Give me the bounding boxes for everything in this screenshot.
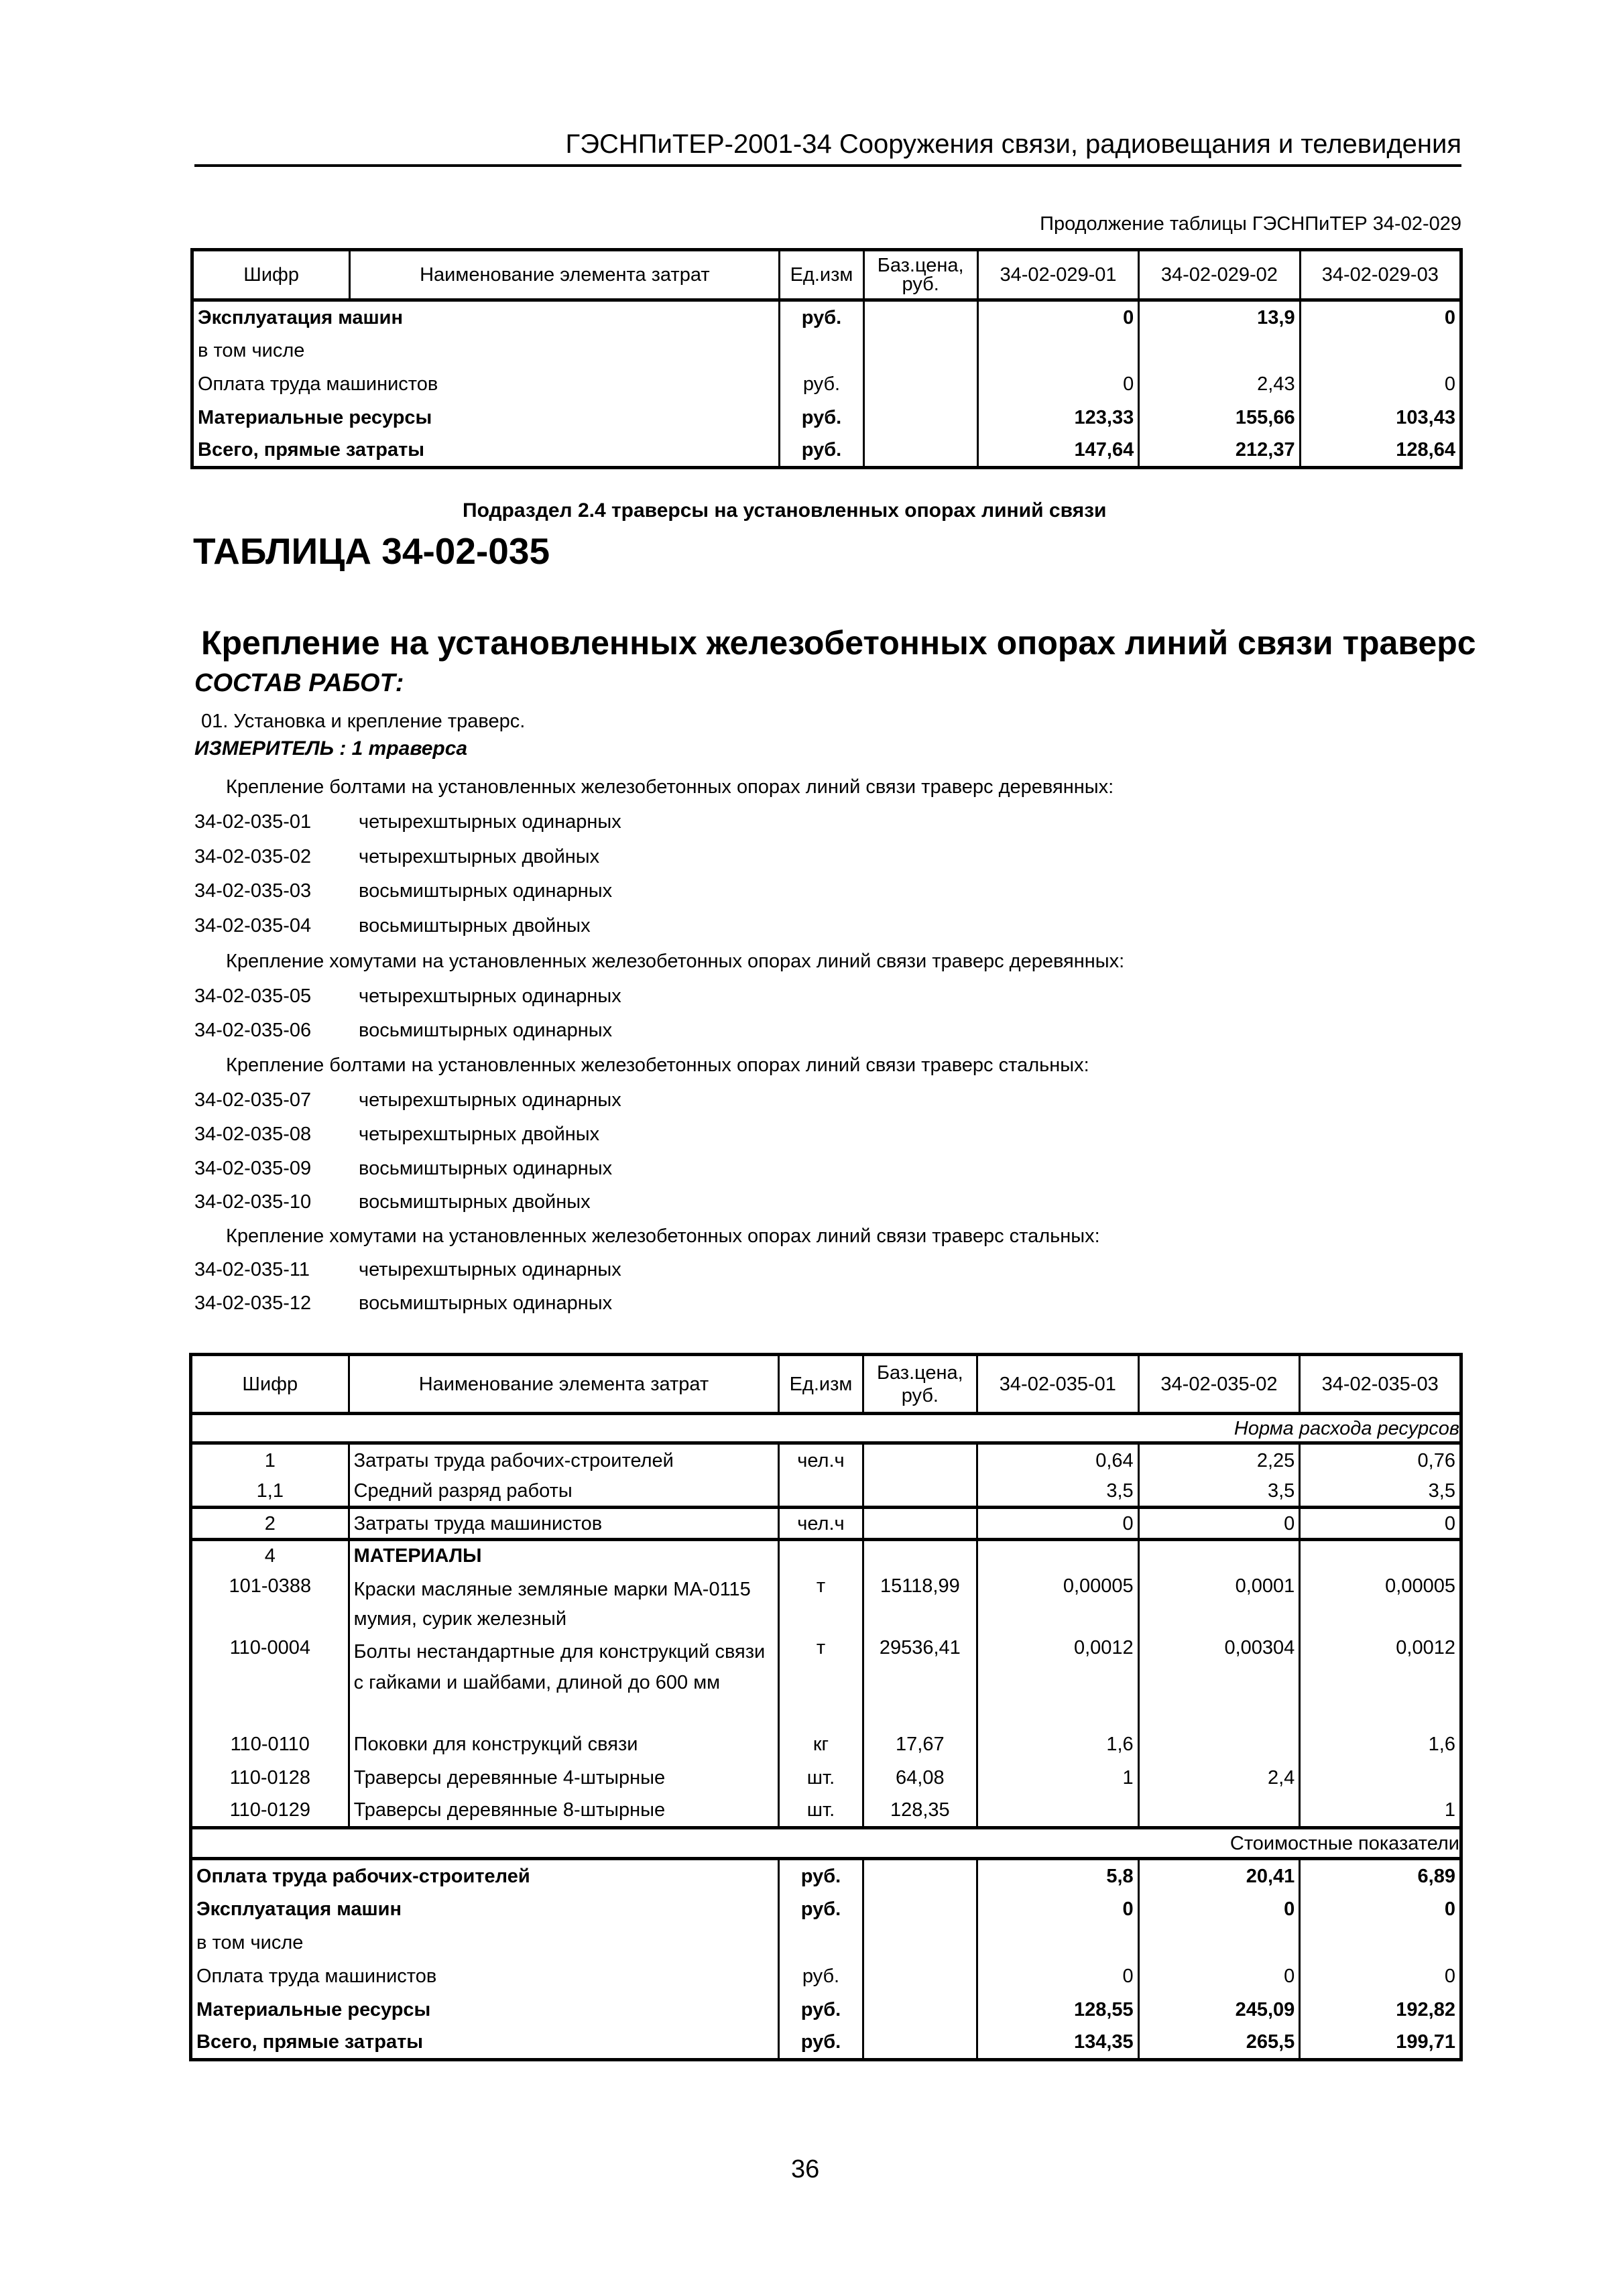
list-item: 34-02-035-07 четырехштырных одинарных bbox=[194, 1089, 621, 1111]
col-header-v1: 34-02-035-01 bbox=[977, 1355, 1139, 1414]
table-row: Материальные ресурсы руб. 128,55 245,09 192,82 bbox=[191, 1993, 1461, 2027]
page-number: 36 bbox=[791, 2155, 820, 2183]
list-item: 34-02-035-09 восьмиштырных одинарных bbox=[194, 1158, 613, 1179]
work-composition-label: СОСТАВ РАБОТ: bbox=[194, 669, 404, 697]
list-item: 34-02-035-03 восьмиштырных одинарных bbox=[194, 880, 613, 902]
col-header-v2: 34-02-035-02 bbox=[1138, 1355, 1300, 1414]
section-label-norms: Норма расхода ресурсов bbox=[1234, 1417, 1459, 1439]
list-item: 34-02-035-06 восьмиштырных одинарных bbox=[194, 1020, 613, 1041]
col-header-v2: 34-02-029-02 bbox=[1139, 250, 1300, 300]
col-header-name: Наименование элемента затрат bbox=[349, 1355, 779, 1414]
list-item: 34-02-035-08 четырехштырных двойных bbox=[194, 1124, 600, 1145]
table-row: 4 МАТЕРИАЛЫ bbox=[191, 1540, 1461, 1571]
col-header-v3: 34-02-035-03 bbox=[1300, 1355, 1461, 1414]
list-item: 34-02-035-02 четырехштырных двойных bbox=[194, 846, 600, 867]
table-row: 1,1 Средний разряд работы 3,5 3,5 3,5 bbox=[191, 1477, 1461, 1508]
table-34-02-029 bbox=[190, 248, 1463, 469]
work-item: 01. Установка и крепление траверс. bbox=[201, 711, 526, 732]
col-header-code: Шифр bbox=[242, 1373, 298, 1395]
table-row: Оплата труда машинистов руб. 0 2,43 0 bbox=[192, 367, 1461, 401]
table-row: Всего, прямые затраты руб. 147,64 212,37 128,64 bbox=[192, 434, 1461, 468]
list-item: 34-02-035-10 восьмиштырных двойных bbox=[194, 1191, 591, 1213]
group-title: Крепление хомутами на установленных железобетонных опорах линий связи траверс деревянных: bbox=[226, 951, 1125, 972]
table-row: 101-0388 Краски масляные земляные марки МА-0115 мумия, сурик железный т 15118,99 0,00005 0,0001 0,00005 bbox=[191, 1571, 1461, 1634]
table-row: 110-0128 Траверсы деревянные 4-штырные шт. 64,08 1 2,4 bbox=[191, 1761, 1461, 1795]
col-header-unit: Ед.изм bbox=[780, 250, 863, 300]
table-row: Эксплуатация машин руб. 0 0 0 bbox=[191, 1892, 1461, 1926]
list-item: 34-02-035-05 четырехштырных одинарных bbox=[194, 985, 621, 1007]
table-row: Оплата труда машинистов руб. 0 0 0 bbox=[191, 1959, 1461, 1993]
col-header-price: Баз.цена, руб. bbox=[863, 1355, 977, 1414]
col-header-name: Наименование элемента затрат bbox=[350, 250, 780, 300]
col-header-v1: 34-02-029-01 bbox=[977, 250, 1138, 300]
header-rule bbox=[194, 164, 1461, 167]
running-header: ГЭСНПиТЕР-2001-34 Сооружения связи, радиовещания и телевидения bbox=[565, 129, 1461, 159]
table-row: 1 Затраты труда рабочих-строителей чел.ч 0,64 2,25 0,76 bbox=[191, 1443, 1461, 1477]
subsection-heading: Подраздел 2.4 траверсы на установленных опорах линий связи bbox=[463, 499, 1107, 522]
meter-label: ИЗМЕРИТЕЛЬ : 1 траверса bbox=[194, 737, 468, 760]
list-item: 34-02-035-01 четырехштырных одинарных bbox=[194, 811, 621, 833]
group-title: Крепление хомутами на установленных железобетонных опорах линий связи траверс стальных: bbox=[226, 1225, 1100, 1247]
table-row: в том числе bbox=[191, 1926, 1461, 1959]
col-header-code: Шифр bbox=[243, 264, 300, 286]
table-row: Эксплуатация машин руб. 0 13,9 0 bbox=[192, 300, 1461, 334]
group-title: Крепление болтами на установленных железобетонных опорах линий связи траверс деревянных: bbox=[226, 776, 1114, 798]
table-row: 110-0110 Поковки для конструкций связи кг 17,67 1,6 1,6 bbox=[191, 1728, 1461, 1761]
table-34-02-035 bbox=[189, 1353, 1463, 2061]
col-header-unit: Ед.изм bbox=[779, 1355, 863, 1414]
list-item: 34-02-035-04 восьмиштырных двойных bbox=[194, 915, 591, 936]
table-row: в том числе bbox=[192, 334, 1461, 367]
table-row: Материальные ресурсы руб. 123,33 155,66 103,43 bbox=[192, 401, 1461, 434]
list-item: 34-02-035-12 восьмиштырных одинарных bbox=[194, 1292, 613, 1314]
group-title: Крепление болтами на установленных железобетонных опорах линий связи траверс стальных: bbox=[226, 1054, 1089, 1076]
section-label-costs: Стоимостные показатели bbox=[1229, 1832, 1459, 1854]
table-row: 110-0004 Болты нестандартные для конструкций связи с гайками и шайбами, длиной до 600 мм т 29536,41 0,0012 0,00304 0,0012 bbox=[191, 1634, 1461, 1728]
list-item: 34-02-035-11 четырехштырных одинарных bbox=[194, 1259, 621, 1280]
table-number-heading: ТАБЛИЦА 34-02-035 bbox=[193, 530, 550, 572]
col-header-v3: 34-02-029-03 bbox=[1300, 250, 1461, 300]
table-continuation-caption: Продолжение таблицы ГЭСНПиТЕР 34-02-029 bbox=[1040, 213, 1461, 235]
table-row: Всего, прямые затраты руб. 134,35 265,5 199,71 bbox=[191, 2027, 1461, 2060]
col-header-price: Баз.цена, руб. bbox=[863, 250, 977, 300]
table-row: Оплата труда рабочих-строителей руб. 5,8 20,41 6,89 bbox=[191, 1859, 1461, 1892]
table-row: 110-0129 Траверсы деревянные 8-штырные шт. 128,35 1 bbox=[191, 1795, 1461, 1828]
table-title: Крепление на установленных железобетонных опорах линий связи траверс bbox=[201, 624, 1476, 662]
table-row: 2 Затраты труда машинистов чел.ч 0 0 0 bbox=[191, 1508, 1461, 1540]
